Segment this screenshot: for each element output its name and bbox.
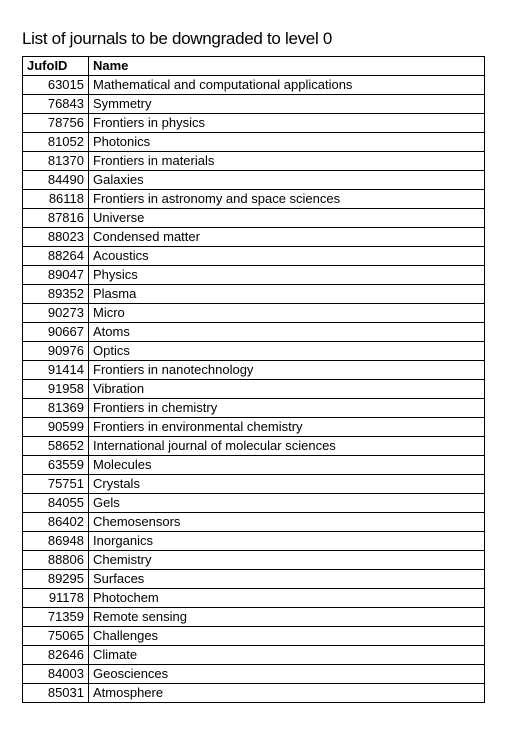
table-row (23, 513, 485, 532)
table-row (23, 589, 485, 608)
table-header-row (23, 57, 485, 76)
journal-name-cell: Crystals (89, 475, 485, 494)
journal-name-cell: Frontiers in nanotechnology (89, 361, 485, 380)
journal-name-cell: Geosciences (89, 665, 485, 684)
jufo-id-cell: 86118 (23, 190, 89, 209)
table-row (23, 323, 485, 342)
journal-name-cell: Remote sensing (89, 608, 485, 627)
table-row (23, 665, 485, 684)
jufo-id-cell: 89047 (23, 266, 89, 285)
table-row (23, 247, 485, 266)
journal-name-cell: Universe (89, 209, 485, 228)
table-row (23, 684, 485, 703)
jufo-id-cell: 85031 (23, 684, 89, 703)
jufo-id-cell: 81370 (23, 152, 89, 171)
jufo-id-cell: 75751 (23, 475, 89, 494)
journal-name-cell: Condensed matter (89, 228, 485, 247)
table-row (23, 209, 485, 228)
table-row (23, 285, 485, 304)
jufo-id-cell: 88023 (23, 228, 89, 247)
journal-name-cell: Mathematical and computational applications (89, 76, 485, 95)
jufo-id-cell: 91178 (23, 589, 89, 608)
journal-name-cell: Climate (89, 646, 485, 665)
journal-name-cell: Frontiers in materials (89, 152, 485, 171)
table-row (23, 76, 485, 95)
table-row (23, 361, 485, 380)
table-row (23, 304, 485, 323)
table-row (23, 418, 485, 437)
journal-name-cell: Chemistry (89, 551, 485, 570)
table-row (23, 608, 485, 627)
table-row (23, 532, 485, 551)
jufo-id-cell: 84055 (23, 494, 89, 513)
jufo-id-cell: 88264 (23, 247, 89, 266)
jufo-id-cell: 90599 (23, 418, 89, 437)
jufo-id-cell: 88806 (23, 551, 89, 570)
jufo-id-cell: 84003 (23, 665, 89, 684)
jufo-id-cell: 91958 (23, 380, 89, 399)
table-row (23, 551, 485, 570)
table-row (23, 171, 485, 190)
page-title: List of journals to be downgraded to level 0 (22, 29, 333, 48)
table-row (23, 95, 485, 114)
journal-name-cell: Vibration (89, 380, 485, 399)
journal-name-cell: Inorganics (89, 532, 485, 551)
table-row (23, 437, 485, 456)
table-row (23, 627, 485, 646)
jufo-id-cell: 58652 (23, 437, 89, 456)
journal-name-cell: Frontiers in chemistry (89, 399, 485, 418)
jufo-id-cell: 89295 (23, 570, 89, 589)
table-row (23, 342, 485, 361)
journal-name-cell: Atmosphere (89, 684, 485, 703)
table-row (23, 646, 485, 665)
jufo-id-cell: 86948 (23, 532, 89, 551)
jufo-id-cell: 81052 (23, 133, 89, 152)
jufo-id-cell: 86402 (23, 513, 89, 532)
jufo-id-cell: 71359 (23, 608, 89, 627)
journal-name-cell: Atoms (89, 323, 485, 342)
journal-name-cell: Plasma (89, 285, 485, 304)
jufo-id-cell: 82646 (23, 646, 89, 665)
table-row (23, 456, 485, 475)
table-row (23, 152, 485, 171)
journal-name-cell: Photochem (89, 589, 485, 608)
jufo-id-cell: 90667 (23, 323, 89, 342)
jufo-id-cell: 91414 (23, 361, 89, 380)
journal-name-cell: International journal of molecular sciences (89, 437, 485, 456)
journal-name-cell: Photonics (89, 133, 485, 152)
journal-name-cell: Gels (89, 494, 485, 513)
jufo-id-cell: 90273 (23, 304, 89, 323)
journal-name-cell: Frontiers in astronomy and space sciences (89, 190, 485, 209)
table-row (23, 399, 485, 418)
journal-name-cell: Frontiers in physics (89, 114, 485, 133)
journal-name-cell: Chemosensors (89, 513, 485, 532)
jufo-id-cell: 87816 (23, 209, 89, 228)
column-header-jufoid: JufoID (23, 57, 89, 76)
table-body (23, 76, 485, 703)
journals-table (22, 56, 485, 703)
jufo-id-cell: 76843 (23, 95, 89, 114)
jufo-id-cell: 75065 (23, 627, 89, 646)
jufo-id-cell: 63015 (23, 76, 89, 95)
journal-name-cell: Acoustics (89, 247, 485, 266)
table-row (23, 133, 485, 152)
journal-name-cell: Symmetry (89, 95, 485, 114)
column-header-name: Name (89, 57, 485, 76)
jufo-id-cell: 78756 (23, 114, 89, 133)
table-row (23, 228, 485, 247)
journal-name-cell: Galaxies (89, 171, 485, 190)
journal-name-cell: Optics (89, 342, 485, 361)
jufo-id-cell: 63559 (23, 456, 89, 475)
table-row (23, 380, 485, 399)
journal-name-cell: Challenges (89, 627, 485, 646)
journal-name-cell: Physics (89, 266, 485, 285)
jufo-id-cell: 84490 (23, 171, 89, 190)
jufo-id-cell: 81369 (23, 399, 89, 418)
table-row (23, 475, 485, 494)
table-row (23, 190, 485, 209)
journal-name-cell: Micro (89, 304, 485, 323)
journal-name-cell: Frontiers in environmental chemistry (89, 418, 485, 437)
jufo-id-cell: 89352 (23, 285, 89, 304)
table-row (23, 266, 485, 285)
table-row (23, 494, 485, 513)
journal-name-cell: Surfaces (89, 570, 485, 589)
jufo-id-cell: 90976 (23, 342, 89, 361)
journal-name-cell: Molecules (89, 456, 485, 475)
table-row (23, 570, 485, 589)
table-row (23, 114, 485, 133)
